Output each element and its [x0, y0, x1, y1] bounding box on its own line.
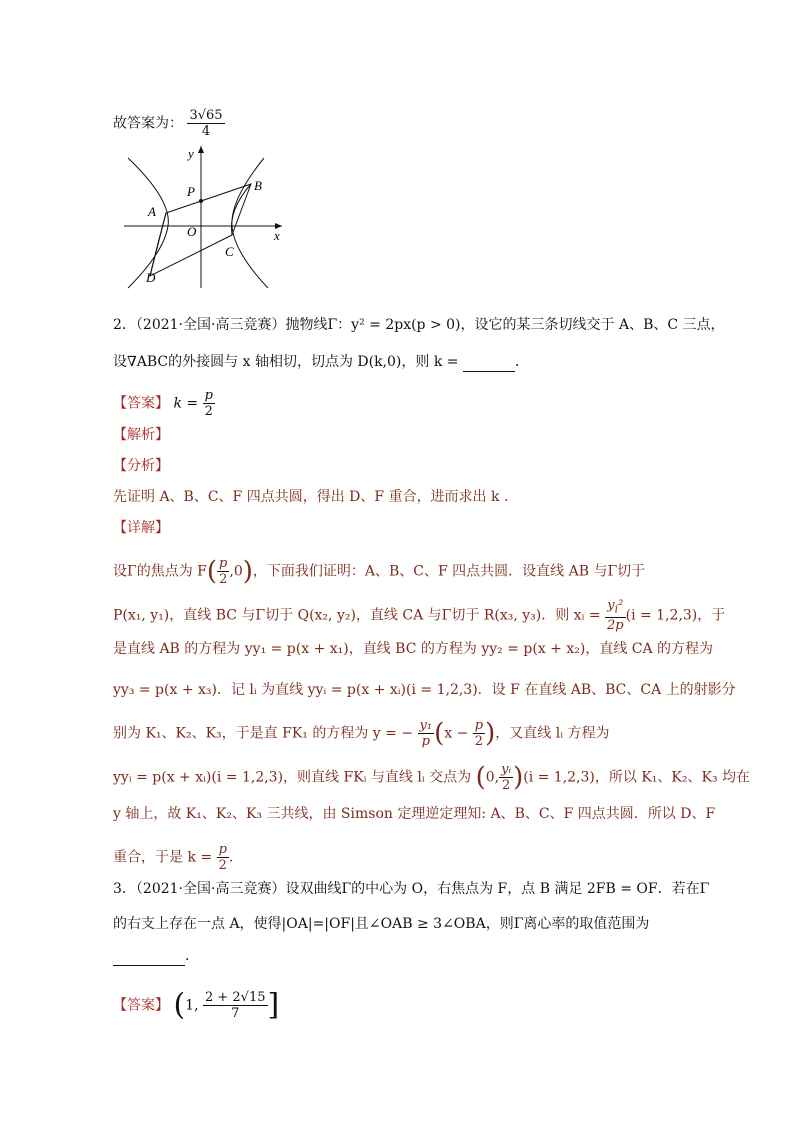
question-source: （2021·全国·高三竞赛） [135, 881, 286, 897]
fraction-denominator: 4 [201, 124, 211, 139]
q3-stem-line1 [113, 880, 709, 898]
detail-line7: y 轴上，故 K₁、K₂、K₃ 三共线，由 Simson 定理逆定理知: A、B、C、F 四点共圆．所以 D、F [113, 806, 716, 822]
fenxi-tag: 【分析】 [113, 458, 169, 474]
question-stem: 抛物线Γ：y² = 2px(p > 0)，设它的某三条切线交于 A、B、C 三点， [285, 317, 725, 333]
question-number: 3． [113, 881, 136, 897]
detail-text: (i = 1,2,3)，于 [625, 607, 726, 624]
label-D: D [146, 270, 156, 285]
detail-text: ，又直线 lᵢ 方程为 [495, 725, 610, 742]
detail-line1: 设Γ的焦点为 F( $\frac{p}{2}$ ,0)，下面我们证明：A、B、C、F 四点共圆．设直线 AB 与Γ切于 [113, 556, 646, 587]
answer-fraction [203, 388, 215, 419]
detail-text: ，下面我们证明：A、B、C、F 四点共圆．设直线 AB 与Γ切于 [252, 563, 646, 580]
fraction-numerator: 2 + 2√15 [204, 990, 266, 1005]
detail-line8: 重合，于是 k = $\frac{p}{2}$ ． [113, 842, 243, 873]
arc-AD [150, 213, 166, 276]
stem-period: ． [185, 948, 199, 964]
detail-text: 别为 K₁、K₂、K₃，于是直 FK₁ 的方程为 y = − [113, 725, 414, 742]
question-stem: 设双曲线Γ的中心为 O，右焦点为 F，点 B 满足 2FB = OF．若在Γ [285, 881, 710, 897]
answer-fraction [187, 108, 224, 139]
hyperbola-figure [120, 140, 290, 290]
answer-blank [463, 353, 515, 372]
answer-expression: k = [173, 395, 199, 412]
q2-stem-line2 [113, 353, 529, 372]
answer-fraction [203, 990, 268, 1021]
fenxi-text: 先证明 A、B、C、F 四点共圆，得出 D、F 重合，进而求出 k . [113, 489, 509, 505]
detail-text: yyᵢ = p(x + xᵢ)(i = 1,2,3)，则直线 FKᵢ 与直线 lᵢ 交点为 [113, 769, 472, 786]
label-P: P [187, 184, 195, 199]
label-B: B [254, 178, 262, 193]
fraction-denominator: 7 [231, 1006, 240, 1021]
point-P [199, 199, 203, 203]
stem-period: ． [514, 354, 529, 370]
detail-text: ． [228, 849, 243, 866]
analysis-tag: 【解析】 [113, 427, 169, 443]
fraction-denominator: 2 [204, 404, 213, 419]
detail-line2: P(x₁, y₁)，直线 BC 与Γ切于 Q(x₂, y₂)，直线 CA 与Γ切于 R(x₃, y₃)．则 xᵢ = $\frac{y_i^2}{2p}$ (i = 1,2,3)，于 [113, 598, 726, 633]
q3-answer-line: 【答案】 (1, $\frac{2 + 2√15}{7}$ ] [113, 987, 280, 1023]
detail-line4: yy₃ = p(x + x₃)．记 lᵢ 为直线 yyᵢ = p(x + xᵢ)(i = 1,2,3)．设 F 在直线 AB、BC、CA 上的射影分 [113, 682, 736, 698]
answer-blank [113, 947, 185, 966]
q2-stem-line1 [113, 316, 725, 334]
detail-line6: yyᵢ = p(x + xᵢ)(i = 1,2,3)，则直线 FKᵢ 与直线 lᵢ 交点为 (0, $\frac{\text{yᵢ}}{2}$ )(i = 1,2,3)，所以 K₁、K₂、K₃ 均在 [113, 762, 751, 793]
answer-lead: 故答案为： [113, 115, 183, 132]
q3-stem-line2: 的右支上存在一点 A，使得|OA|=|OF|且∠OAB ≥ 3∠OBA，则Γ离心率的取值范围为 [113, 916, 650, 932]
answer-tag: 【答案】 [113, 395, 169, 412]
detail-text: (i = 1,2,3)，所以 K₁、K₂、K₃ 均在 [523, 769, 751, 786]
detail-text: P(x₁, y₁)，直线 BC 与Γ切于 Q(x₂, y₂)，直线 CA 与Γ切于 R(x₃, y₃)．则 x [113, 607, 582, 624]
answer-line [113, 108, 225, 139]
q3-blank-line [113, 947, 199, 966]
detail-line3: 是直线 AB 的方程为 yy₁ = p(x + x₁)，直线 BC 的方程为 yy₂ = p(x + x₂)，直线 CA 的方程为 [113, 641, 714, 657]
hyperbola-right-branch [232, 158, 268, 288]
fraction-numerator: 3√65 [189, 108, 223, 123]
detail-text: 设Γ的焦点为 F [113, 563, 207, 580]
label-y: y [188, 146, 194, 161]
answer-tag: 【答案】 [113, 997, 169, 1014]
detail-tag: 【详解】 [113, 520, 169, 536]
q2-answer-line [113, 388, 215, 419]
fraction-numerator: p [204, 388, 213, 403]
label-x: x [274, 228, 280, 243]
question-stem: 设∇ABC的外接圆与 x 轴相切，切点为 D(k,0)，则 k = [113, 354, 459, 370]
label-O: O [187, 224, 197, 239]
detail-text: 重合，于是 k = [113, 849, 213, 866]
question-number: 2． [113, 317, 136, 333]
label-A: A [148, 204, 156, 219]
y-axis-arrow [198, 146, 204, 153]
hyperbola-left-branch [128, 158, 168, 288]
label-C: C [225, 244, 234, 259]
question-source: （2021·全国·高三竞赛） [135, 317, 286, 333]
detail-line5: 别为 K₁、K₂、K₃，于是直 FK₁ 的方程为 y = − $\frac{\text{y₁}}{p}$ (x − $\frac{p}{2}$ )，又直线 lᵢ 方程为 [113, 718, 610, 749]
